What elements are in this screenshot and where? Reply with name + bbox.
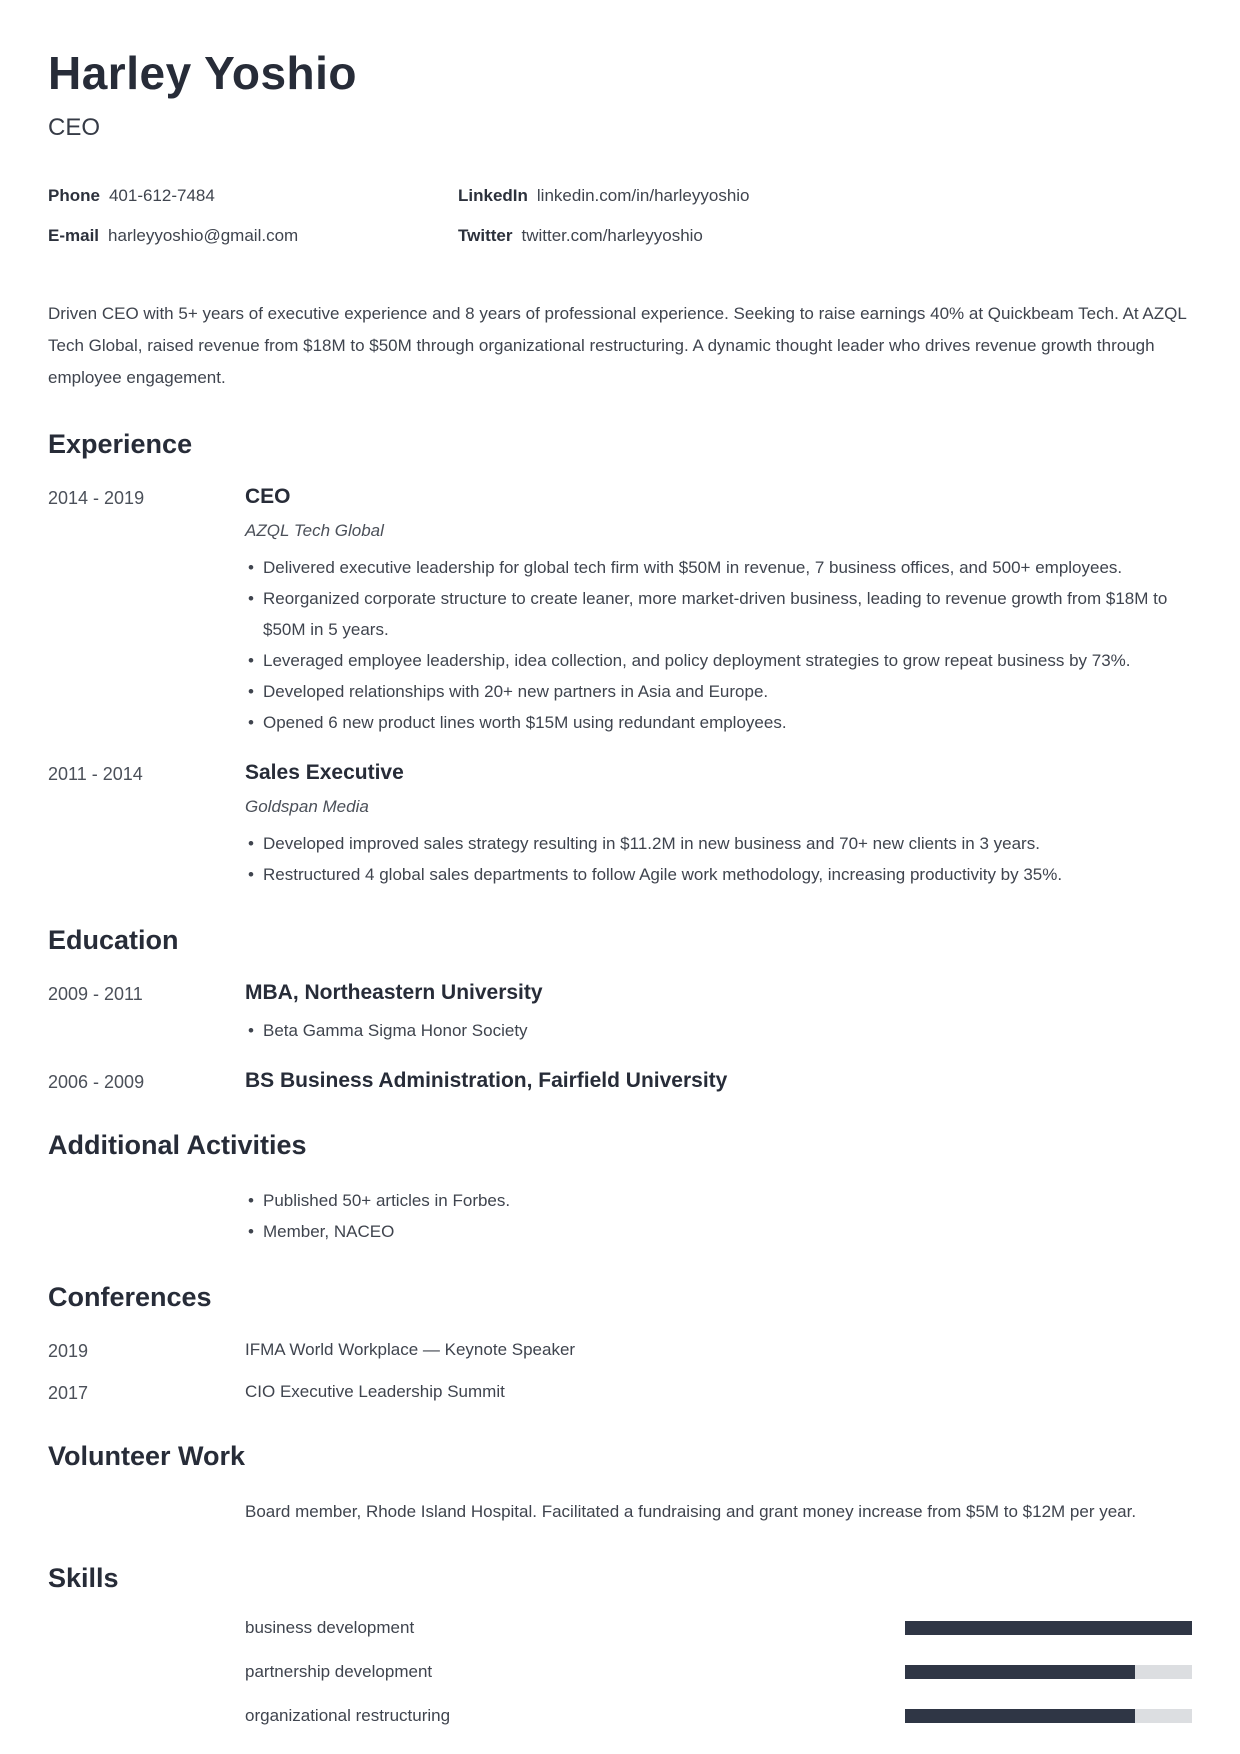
bullet-item: • Reorganized corporate structure to create leaner, more market-driven business, leading to revenue growth from $18M to $50M in 5 years.	[245, 583, 1192, 645]
entry-bullets	[245, 1185, 1192, 1247]
bullet-item: • Leveraged employee leadership, idea collection, and policy deployment strategies to grow repeat business by 73%.	[245, 645, 1192, 676]
twitter-label: Twitter	[458, 226, 513, 245]
entry-body	[245, 760, 1192, 890]
conference-event: IFMA World Workplace — Keynote Speaker	[245, 1340, 576, 1359]
empty-date-column	[48, 1496, 245, 1528]
education-entry	[48, 1068, 1192, 1095]
entry-company: Goldspan Media	[245, 797, 369, 816]
skill-level-bar	[905, 1709, 1192, 1723]
skill-level-bar	[905, 1665, 1192, 1679]
entry-dates: 2014 - 2019	[48, 488, 145, 508]
conference-year: 2019	[48, 1341, 89, 1361]
entry-title: BS Business Administration, Fairfield University	[245, 1069, 728, 1092]
job-title: CEO	[48, 114, 101, 141]
section-heading-additional-activities: Additional Activities	[48, 1130, 307, 1160]
bullet-item: • Member, NACEO	[245, 1216, 1192, 1247]
bullet-item: • Developed improved sales strategy resulting in $11.2M in new business and 70+ new clients in 3 years.	[245, 828, 1192, 859]
conference-event: CIO Executive Leadership Summit	[245, 1382, 505, 1401]
contact-info	[48, 184, 1192, 264]
bullet-item: • Developed relationships with 20+ new partners in Asia and Europe.	[245, 676, 1192, 707]
entry-company: AZQL Tech Global	[245, 521, 384, 540]
contact-phone	[48, 184, 458, 208]
additional-activities-body	[48, 1185, 1192, 1247]
skill-label: business development	[245, 1618, 415, 1637]
entry-bullets	[245, 828, 1192, 890]
professional-summary: Driven CEO with 5+ years of executive experience and 8 years of professional experience. Seeking to raise earnings 40% at Quickbeam Tech. At AZQL Tech Global, raised revenue from $18M to $50M through organizational restructuring. A dynamic thought leader who drives revenue growth through employee engagement.	[48, 304, 1187, 387]
entry-title: MBA, Northeastern University	[245, 981, 543, 1004]
contact-twitter	[458, 224, 1192, 248]
email-label: E-mail	[48, 226, 100, 245]
linkedin-label: LinkedIn	[458, 186, 528, 205]
entry-body	[245, 1185, 1192, 1247]
conference-row	[48, 1337, 1192, 1364]
skill-inner	[245, 1662, 1192, 1682]
entry-body	[245, 1068, 1192, 1095]
skill-level-bar	[905, 1621, 1192, 1635]
linkedin-value: linkedin.com/in/harleyyoshio	[536, 186, 750, 205]
bullet-item: • Opened 6 new product lines worth $15M using redundant employees.	[245, 707, 1192, 738]
skill-inner	[245, 1706, 1192, 1726]
skill-row	[48, 1662, 1192, 1682]
contact-email	[48, 224, 458, 248]
bullet-item: • Published 50+ articles in Forbes.	[245, 1185, 1192, 1216]
contact-column-left	[48, 184, 458, 264]
bullet-item: • Restructured 4 global sales departments to follow Agile work methodology, increasing productivity by 35%.	[245, 859, 1192, 890]
section-heading-volunteer-work: Volunteer Work	[48, 1441, 246, 1471]
section-heading-education: Education	[48, 925, 179, 955]
entry-title: Sales Executive	[245, 761, 404, 784]
skill-level-fill	[905, 1621, 1192, 1635]
education-entry	[48, 980, 1192, 1046]
bullet-item: • Beta Gamma Sigma Honor Society	[245, 1015, 1192, 1046]
entry-body	[245, 484, 1192, 738]
experience-entry	[48, 484, 1192, 738]
bullet-item: • Delivered executive leadership for global tech firm with $50M in revenue, 7 business offices, and 500+ employees.	[245, 552, 1192, 583]
entry-dates: 2011 - 2014	[48, 764, 143, 784]
page-title: Harley Yoshio	[48, 47, 358, 99]
section-heading-experience: Experience	[48, 429, 193, 459]
empty-date-column	[48, 1185, 245, 1247]
skill-level-fill	[905, 1709, 1135, 1723]
skill-label: organizational restructuring	[245, 1706, 451, 1725]
entry-body	[245, 980, 1192, 1046]
skill-row	[48, 1618, 1192, 1638]
entry-bullets	[245, 552, 1192, 738]
empty-date-column	[48, 1672, 245, 1673]
email-value: harleyyoshio@gmail.com	[108, 226, 299, 245]
empty-date-column	[48, 1716, 245, 1717]
skill-inner	[245, 1618, 1192, 1638]
volunteer-body	[48, 1496, 1192, 1528]
empty-date-column	[48, 1628, 245, 1629]
conference-year: 2017	[48, 1383, 89, 1403]
entry-bullets	[245, 1015, 1192, 1046]
experience-entry	[48, 760, 1192, 890]
section-heading-conferences: Conferences	[48, 1282, 212, 1312]
entry-dates: 2006 - 2009	[48, 1072, 145, 1092]
contact-column-right	[458, 184, 1192, 264]
contact-linkedin	[458, 184, 1192, 208]
skill-label: partnership development	[245, 1662, 433, 1681]
volunteer-text: Board member, Rhode Island Hospital. Facilitated a fundraising and grant money increase from $5M to $12M per year.	[245, 1502, 1137, 1521]
skill-level-fill	[905, 1665, 1135, 1679]
entry-title: CEO	[245, 485, 291, 508]
phone-value: 401-612-7484	[108, 186, 215, 205]
twitter-value: twitter.com/harleyyoshio	[521, 226, 703, 245]
section-heading-skills: Skills	[48, 1563, 119, 1593]
skill-row	[48, 1706, 1192, 1726]
phone-label: Phone	[48, 186, 100, 205]
conference-row	[48, 1379, 1192, 1406]
entry-dates: 2009 - 2011	[48, 984, 143, 1004]
